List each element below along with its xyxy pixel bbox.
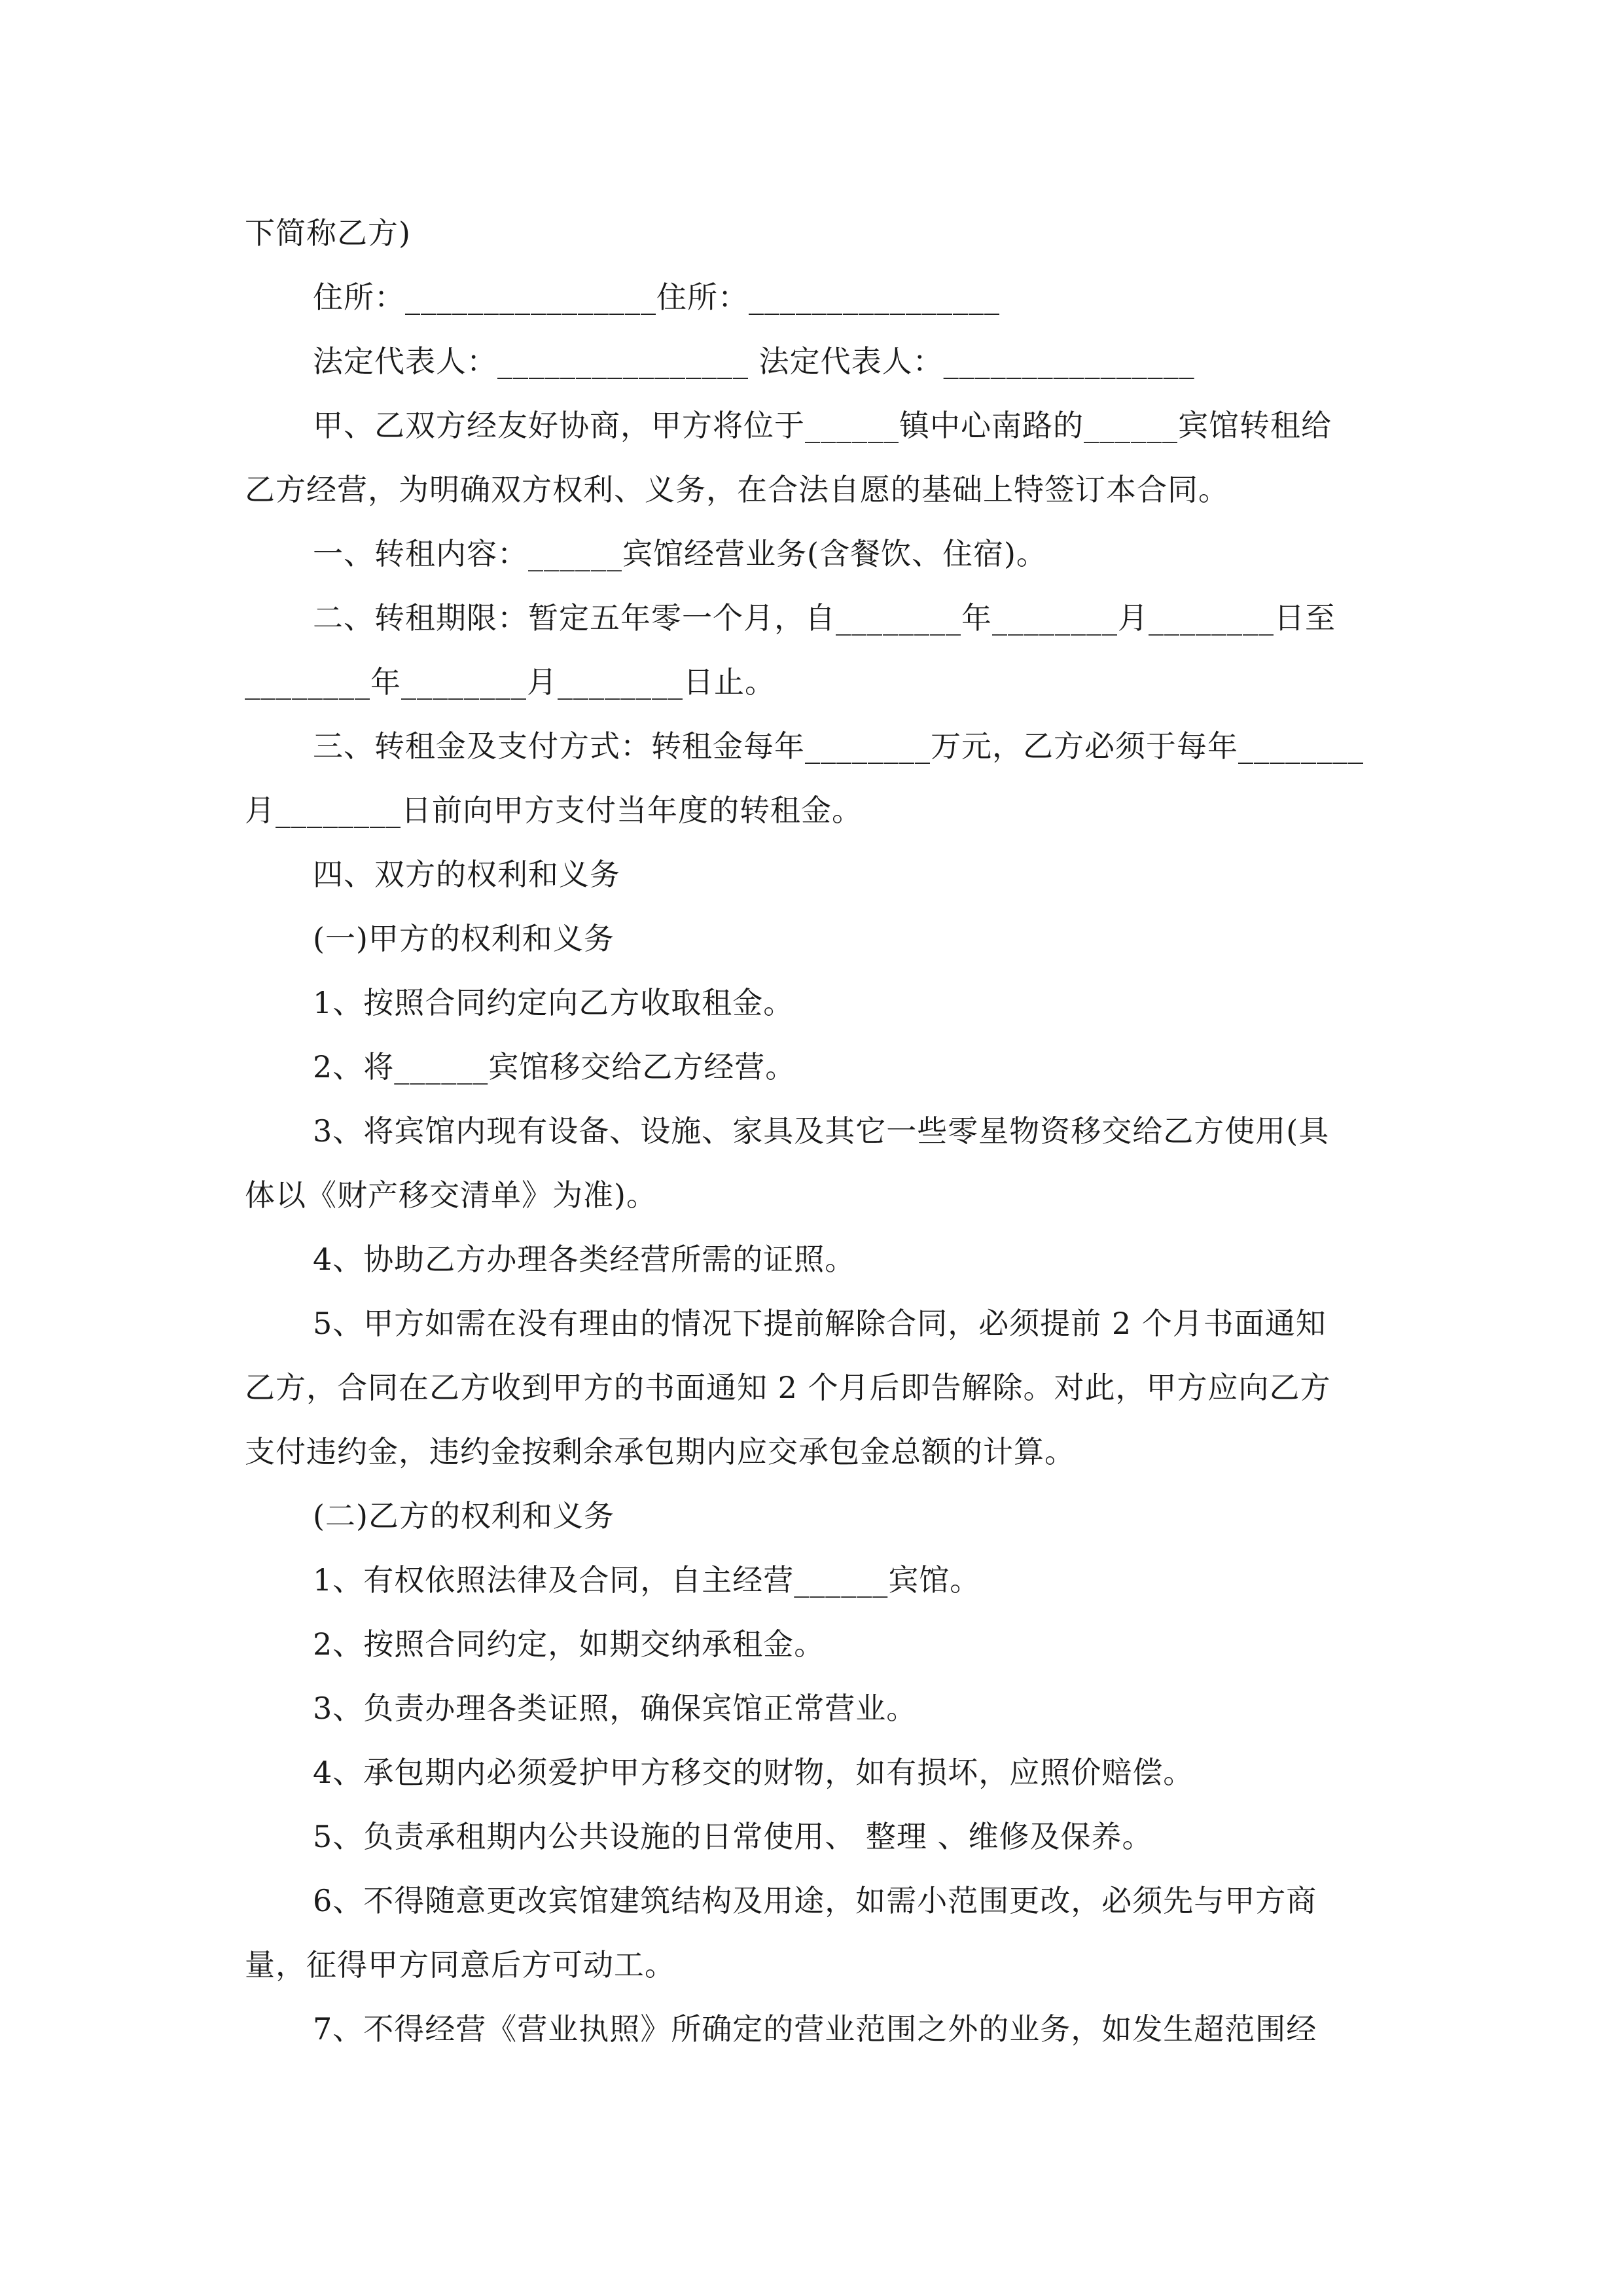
text-line: 甲、乙双方经友好协商，甲方将位于______镇中心南路的______宾馆转租给	[313, 408, 1332, 443]
text-line: 1、按照合同约定向乙方收取租金。	[313, 985, 794, 1020]
text-line: 1、有权依照法律及合同，自主经营______宾馆。	[313, 1562, 981, 1598]
text-line: 6、不得随意更改宾馆建筑结构及用途，如需小范围更改，必须先与甲方商	[313, 1883, 1317, 1918]
text-line: 下简称乙方)	[245, 215, 411, 251]
text-line: 3、负责办理各类证照，确保宾馆正常营业。	[313, 1691, 918, 1726]
text-line: 二、转租期限：暂定五年零一个月，自________年________月________日至	[313, 600, 1336, 636]
text-line: 法定代表人：________________ 法定代表人：________________	[313, 344, 1195, 379]
text-line: 乙方，合同在乙方收到甲方的书面通知 2 个月后即告解除。对此，甲方应向乙方	[245, 1370, 1331, 1405]
contract-body	[245, 201, 1378, 2061]
text-line: 2、将______宾馆移交给乙方经营。	[313, 1049, 796, 1085]
text-line: 7、不得经营《营业执照》所确定的营业范围之外的业务，如发生超范围经	[313, 2011, 1317, 2047]
subsection-heading: (一)甲方的权利和义务	[313, 921, 615, 956]
text-line: ________年________月________日止。	[245, 664, 776, 700]
text-line: 5、甲方如需在没有理由的情况下提前解除合同，必须提前 2 个月书面通知	[313, 1306, 1327, 1341]
text-line: 月________日前向甲方支付当年度的转租金。	[245, 793, 863, 828]
text-line: 2、按照合同约定，如期交纳承租金。	[313, 1626, 825, 1662]
text-line: 住所：________________住所：________________	[313, 279, 1000, 315]
text-line: 量，征得甲方同意后方可动工。	[245, 1947, 675, 1982]
text-line: 4、承包期内必须爱护甲方移交的财物，如有损坏，应照价赔偿。	[313, 1755, 1194, 1790]
text-line: 三、转租金及支付方式：转租金每年________万元，乙方必须于每年________	[313, 728, 1364, 764]
text-line: 体以《财产移交清单》为准)。	[245, 1177, 657, 1213]
section-heading: 四、双方的权利和义务	[313, 857, 620, 892]
subsection-heading: (二)乙方的权利和义务	[313, 1498, 615, 1534]
text-line: 一、转租内容：______宾馆经营业务(含餐饮、住宿)。	[313, 536, 1047, 571]
text-line: 乙方经营，为明确双方权利、义务，在合法自愿的基础上特签订本合同。	[245, 472, 1229, 507]
text-line: 5、负责承租期内公共设施的日常使用、 整理 、维修及保养。	[313, 1819, 1153, 1854]
text-line: 支付违约金，违约金按剩余承包期内应交承包金总额的计算。	[245, 1434, 1075, 1469]
text-line: 4、协助乙方办理各类经营所需的证照。	[313, 1242, 856, 1277]
text-line: 3、将宾馆内现有设备、设施、家具及其它一些零星物资移交给乙方使用(具	[313, 1113, 1330, 1149]
